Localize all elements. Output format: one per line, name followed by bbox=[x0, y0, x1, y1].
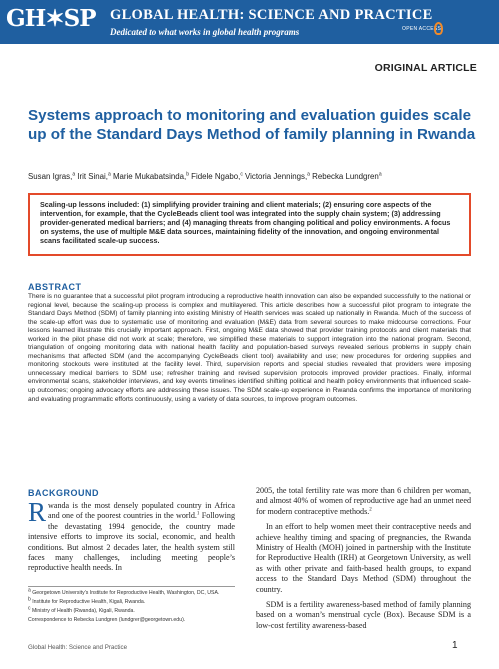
footnote-text: Georgetown University’s Institute for Reproductive Health, Washington, DC, USA. bbox=[30, 590, 220, 596]
author-list bbox=[28, 172, 488, 181]
open-access-lock-icon bbox=[434, 22, 443, 35]
author-name: Victoria Jennings, bbox=[242, 172, 308, 181]
author-name: Marie Mukabatsinda, bbox=[110, 172, 187, 181]
abstract-text: There is no guarantee that a successful pilot program introducing a reproductive health innovation can also be expanded successfully to the national or regional level, because the scaling-up process is complex and multilayered. This article describes how a successful pilot program to integrate the Standard Days Method (SDM) of family planning into existing Ministry of Health services was scaled up nationally in Rwanda. Much of the success of the scale-up effort was due to systematic use of monitoring and evaluation (M&E) data from several sources to make midcourse corrections. Four lessons learned illustrate this crucially important approach. First, ongoing M&E data showed that provider training protocols and client materials that worked in the pilot phase did not work at scale; therefore, we simplified these materials to support integration into the national program. Second, triangulation of ongoing monitoring data with national health facility and population-based surveys revealed serious problems in supply chain mechanisms that affected SDM (and the accompanying CycleBeads client tool) availability and use; new procedures for ordering supplies and monitoring stockouts were instituted at the facility level. Third, supervision reports and special studies revealed that providers were imposing unnecessary medical barriers to SDM use; refresher training and revised supervision protocols improved provider practices. Finally, informal environmental scans, stakeholder interviews, and key events timelines identified shifting political and health policy environments that influenced scale-up outcomes; ongoing advocacy efforts are addressing these issues. The SDM scale-up experience in Rwanda confirms the importance of monitoring and evaluating programmatic efforts continuously, using a variety of data sources, to improve program outcomes. bbox=[28, 293, 471, 403]
body-text: Following the devastating 1994 genocide, the country made intensive efforts to improve its social, economic, and health conditions. But almost 2 decades later, the health system still faces many challenges, including meeting people’s reproductive health needs. In bbox=[28, 511, 235, 573]
author-affiliation-mark: a bbox=[72, 171, 76, 178]
footnote-divider bbox=[28, 586, 235, 587]
body-column-left bbox=[28, 497, 235, 574]
author-affiliation-mark: a bbox=[378, 171, 382, 178]
footnote-mark: c bbox=[28, 605, 31, 612]
footnote-mark: b bbox=[28, 596, 31, 603]
citation-mark: 2 bbox=[369, 507, 372, 513]
journal-title: GLOBAL HEALTH: SCIENCE AND PRACTICE bbox=[110, 7, 433, 23]
footer-journal-name: Global Health: Science and Practice bbox=[28, 644, 128, 651]
author-name: Susan Igras, bbox=[28, 172, 73, 181]
masthead bbox=[0, 0, 499, 44]
author-affiliation-mark: a bbox=[307, 171, 310, 178]
journal-logo: GH✶SP bbox=[6, 5, 96, 32]
footnote bbox=[28, 596, 235, 606]
article-title: Systems approach to monitoring and evaluation guides scale up of the Standard Days Method of family planning in Rwanda bbox=[28, 107, 476, 143]
author-affiliation-mark: b bbox=[186, 171, 189, 178]
body-paragraph bbox=[28, 497, 235, 574]
citation-mark: 1 bbox=[196, 511, 200, 517]
author-affiliation-mark: a bbox=[107, 171, 111, 178]
author-name: Fidele Ngabo, bbox=[188, 172, 241, 181]
footnote-mark: a bbox=[28, 587, 31, 594]
author-name: Irit Sinai, bbox=[75, 172, 108, 181]
drop-cap: R bbox=[28, 497, 47, 527]
body-paragraph: SDM is a fertility awareness-based method of family planning based on a woman’s menstrual cycle (Box). Because SDM is a low-cost fertility awareness-based bbox=[256, 600, 471, 630]
body-text: wanda is the most densely populated country in Africa and one of the poorest countries in the world. bbox=[48, 501, 235, 521]
correspondence-note: Correspondence to Rebecka Lundgren (lundgrer@georgetown.edu). bbox=[28, 617, 186, 623]
footnotes bbox=[28, 587, 235, 626]
body-paragraph bbox=[256, 486, 471, 517]
key-lessons-box bbox=[28, 193, 471, 256]
author-name: Rebecka Lundgren bbox=[309, 172, 379, 181]
footnote bbox=[28, 605, 235, 615]
author-affiliation-mark: c bbox=[240, 171, 243, 178]
article-type: ORIGINAL ARTICLE bbox=[374, 62, 477, 74]
body-text: 2005, the total fertility rate was more than 6 children per woman, and almost 40% of women of reproductive age had an unmet need for modern contraceptive methods. bbox=[256, 486, 471, 516]
footnote-text: Ministry of Health (Rwanda), Kigali, Rwanda. bbox=[30, 608, 135, 614]
body-paragraph: In an effort to help women meet their contraceptive needs and achieve healthy timing and spacing of pregnancies, the Rwanda Ministry of Health (MOH) joined in partnership with the Institute for Reproductive Health (IRH) at Georgetown University, as well as with other private and faith-based health groups, to expand access to the Standard Days Method (SDM) throughout the country. bbox=[256, 522, 471, 594]
abstract-heading: ABSTRACT bbox=[28, 282, 82, 292]
key-lessons-text: Scaling-up lessons included: (1) simplifying provider training and client materials; (2) ensuring core aspects of the intervention, for example, that the CycleBeads client tool was integrated into the supply chain system; (3) addressing provider-generated medical barriers; and (4) managing threats from changing political and policy environments. A focus on systems, the use of multiple M&E data sources, maintaining fidelity of the innovation, and ongoing environmental scans facilitated scale-up success. bbox=[40, 200, 451, 245]
footnote-text: Institute for Reproductive Health, Kigali, Rwanda. bbox=[30, 599, 146, 605]
open-access-label: OPEN ACCESS bbox=[402, 26, 442, 32]
background-heading: BACKGROUND bbox=[28, 488, 99, 498]
journal-tagline: Dedicated to what works in global health programs bbox=[110, 27, 300, 37]
body-column-right bbox=[256, 486, 471, 636]
footnote bbox=[28, 587, 235, 597]
page-number: 1 bbox=[452, 640, 458, 651]
